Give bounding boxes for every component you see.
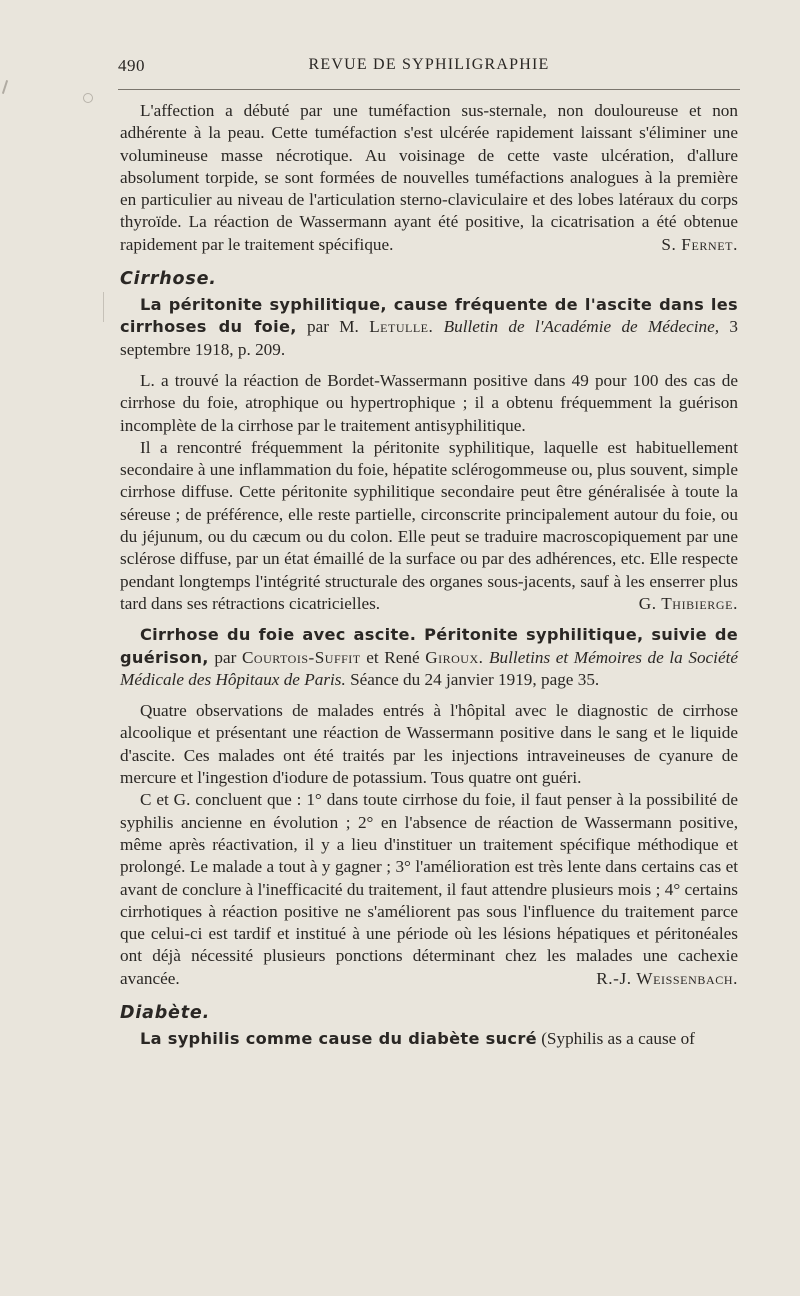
entry-title: La syphilis comme cause du diabète sucré [140,1028,537,1048]
entry-signature: R.-J. Weissenbach. [596,968,738,988]
entry-date: 3 septembre 1918, p. 209. [120,317,739,359]
entry-letulle-paragraph-2: Il a rencontré fréquemment la péritonite syphilitique, laquelle est habituellement secondaire à une inflammation du foie, hépatite sclérogommeuse ou, plus souvent, simple cirrhose diffuse. Cette péritonite syphilitique secondaire peut être généralisée à toute la séreuse ; de préférence, elle reste partielle, circonscrite principalement autour du foie, ou du jéjunum, ou du cæcum ou du colon. Elle peut se traduire macroscopiquement par une sclérose diffuse, par un état émaillé de la surface ou par des adhérences, etc. Elle respecte pendant longtemps l'intégrité structurale des organes sous-jacents, sauf à les enserrer plus tard dans ses rétractions cicatricielles. G. Thibierge. [120,437,738,615]
entry-author: Courtois-Suffit [241,647,361,667]
entry-letulle-citation: La péritonite syphilitique, cause fréquente de l'ascite dans les cirrhoses du foie, par M. Letulle. Bulletin de l'Académie de Médecine, 3 septembre 1918, p. 209. [120,295,739,359]
page-number: 490 [118,56,145,75]
running-title: REVUE DE SYPHILIGRAPHIE [308,56,550,73]
margin-mark [2,80,8,94]
header-rule [118,89,740,90]
intro-text: L'affection a débuté par une tuméfaction sus-sternale, non douloureuse et non adhérente à la peau. Cette tuméfaction s'est ulcérée rapidement laissant s'éliminer une volumineuse masse nécrotique. Au voisinage de cette vaste ulcération, d'allure absolument torpide, se sont formées de nouvelles tuméfactions analogues à la première en particulier au niveau de l'articulation sterno-claviculaire et des lobes latéraux du corps thyroïde. La réaction de Wassermann ayant été positive, la cicatrisation a été obtenue rapidement par le traitement spécifique. [120,101,738,254]
entry-courtois-paragraph-1: Quatre observations de malades entrés à l'hôpital avec le diagnostic de cirrhose alcoolique et présentant une réaction de Wassermann positive dans le sang et le liquide d'ascite. Ces malades ont été traités par les injections intraveineuses de cyanure de mercure et l'ingestion d'iodure de potassium. Tous quatre ont guéri. [120,701,738,788]
entry-title: La péritonite syphilitique, cause fréquente de l'ascite dans les cirrhoses du foie, [120,295,738,337]
entry-source: Bulletins et Mémoires de la Société Médicale des Hôpitaux de Paris. [120,647,738,689]
intro-paragraph [120,100,738,256]
margin-mark [103,292,104,322]
entry-date: Séance du 24 janvier 1919, page 35. [345,669,600,689]
page-content [120,100,738,1050]
entry-diabete-citation: La syphilis comme cause du diabète sucré (Syphilis as a cause of [140,1028,695,1048]
entry-signature: G. Thibierge. [638,593,738,613]
entry-source: Bulletin de l'Académie de Médecine, [433,317,720,337]
entry-courtois-paragraph-2: C et G. concluent que : 1° dans toute cirrhose du foie, il faut penser à la possibilité de syphilis ancienne en évolution ; 2° en l'absence de réaction de Wassermann positive, même après réactivation, il y a lieu d'instituer un traitement spécifique méthodique et prolongé. Le malade a tout à y gagner ; 3° l'amélioration est très lente dans certains cas et avant de conclure à l'inefficacité du traitement, il faut attendre plusieurs mois ; 4° certains cirrhotiques à réaction positive ne s'améliorent pas sous l'influence du traitement parce que celui-ci est tardif et institué à une période où les lésions hépatiques et péritonéales ont déjà nécessité plusieurs ponctions déterminant chez les malades une cachexie avancée. R.-J. Weissenbach. [120,789,738,990]
page-header [118,56,740,82]
section-heading-diabete: Diabète. [120,1002,211,1023]
entry-courtois-citation: Cirrhose du foie avec ascite. Péritonite syphilitique, suivie de guérison, par Courtois-Suffit et René Giroux. Bulletins et Mémoires de la Société Médicale des Hôpitaux de Paris. Séance du 24 janvier 1919, page 35. [120,625,738,689]
entry-author: Letulle. [369,317,434,337]
margin-blot [83,93,93,103]
section-heading-cirrhose: Cirrhose. [120,269,217,290]
entry-author: Giroux. [425,647,484,667]
entry-letulle-paragraph-1: L. a trouvé la réaction de Bordet-Wassermann positive dans 49 pour 100 des cas de cirrhose du foie, atrophique ou hypertrophique ; il a obtenu fréquemment la guérison incomplète de la cirrhose par le traitement antisyphilitique. [120,370,738,435]
intro-signature: S. Fernet. [661,234,738,254]
entry-title: Cirrhose du foie avec ascite. Péritonite syphilitique, suivie de guérison, [120,625,738,667]
